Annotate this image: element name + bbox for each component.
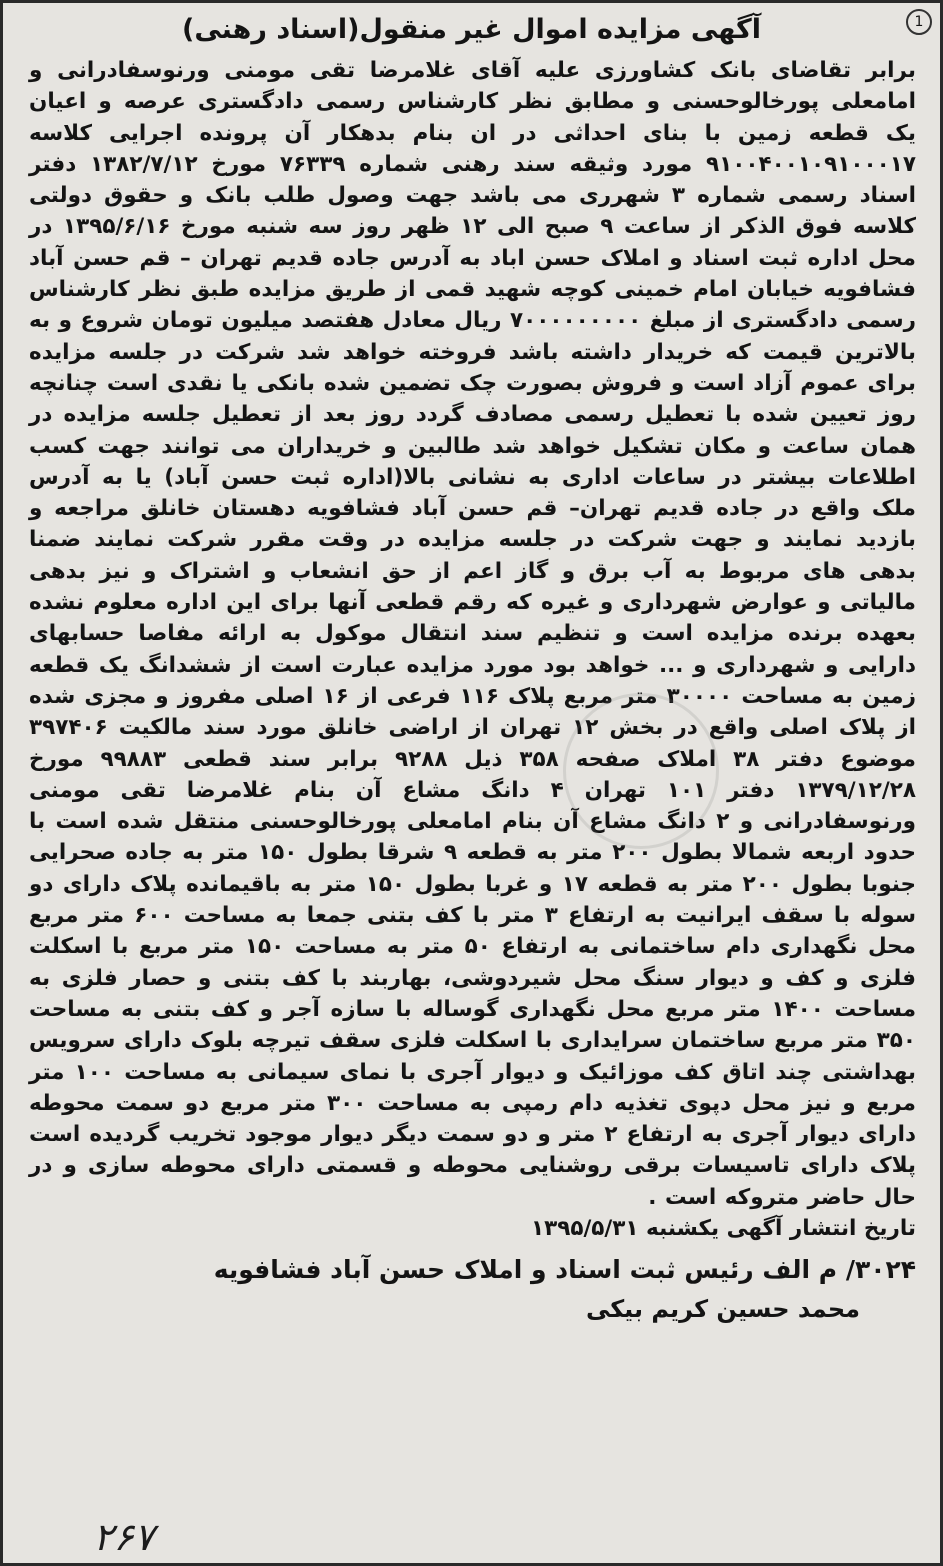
notice-body: برابر تقاضای بانک کشاورزی علیه آقای غلامرضا تقی مومنی ورنوسفادرانی و امامعلی پورخالوحسنی و مطابق نظر کارشناس رسمی دادگستری عرصه و اعیان یک قطعه زمین با بنای احداثی در ان بنام بدهکار آن پرونده اجرایی کلاسه ۹۱۰۰۴۰۰۱۰۹۱۰۰۰۱۷ مورد وثیقه سند رهنی شماره ۷۶۳۳۹ مورخ ۱۳۸۲/۷/۱۲ دفتر اسناد رسمی شماره ۳ شهرری می باشد جهت وصول طلب بانک و حقوق دولتی کلاسه فوق الذکر از ساعت ۹ صبح الی ۱۲ ظهر روز سه شنبه مورخ ۱۳۹۵/۶/۱۶ در محل اداره ثبت اسناد و املاک حسن اباد به آدرس جاده قدیم تهران – قم حسن آباد فشافویه خیابان امام خمینی کوچه شهید قمی از طریق مزایده طبق نظر کارشناس رسمی دادگستری از مبلغ ۷۰۰۰۰۰۰۰۰۰ ریال معادل هفتصد میلیون تومان شروع و به بالاترین قیمت که خریدار داشته باشد فروخته خواهد شد شرکت در جلسه مزایده برای عموم آزاد است و فروش بصورت چک تضمین شده بانکی یا نقدی است چنانچه روز تعیین شده با تعطیل رسمی مصادف گردد روز بعد از تعطیل جلسه مزایده در همان ساعت و مکان تشکیل خواهد شد طالبین و خریداران می توانند جهت کسب اطلاعات بیشتر در ساعات اداری به نشانی بالا(اداره ثبت حسن آباد) یا به آدرس ملک واقع در جاده قدیم تهران– قم حسن آباد فشافویه دهستان خانلق مراجعه و بازدید نمایند و جهت شرکت در جلسه مزایده در وقت مقرر شرکت نمایند ضمنا بدهی های مربوط به آب برق و گاز اعم از حق انشعاب و اشتراک و نیز بدهی مالیاتی و عوارض شهرداری و غیره که رقم قطعی آنها برای این اداره معلوم نشده بعهده برنده مزایده است و تنظیم سند انتقال موکول به ارائه مفاصا حسابهای دارایی و شهرداری و ... خواهد بود مورد مزایده عبارت است از ششدانگ یک قطعه زمین به مساحت ۳۰۰۰۰ متر مربع پلاک ۱۱۶ فرعی از ۱۶ اصلی مفروز و مجزی شده از پلاک اصلی واقع در بخش ۱۲ تهران از اراضی خانلق مورد سند مالکیت ۳۹۷۴۰۶ موضوع دفتر ۳۸ املاک صفحه ۳۵۸ ذیل ۹۲۸۸ برابر سند قطعی ۹۹۸۸۳ مورخ ۱۳۷۹/۱۲/۲۸ دفتر ۱۰۱ تهران ۴ دانگ مشاع آن بنام غلامرضا تقی مومنی ورنوسفادرانی و ۲ دانگ مشاع آن بنام امامعلی پورخالوحسنی منتقل شده است با حدود اربعه شمالا بطول ۲۰۰ متر به قطعه ۹ شرقا بطول ۱۵۰ متر به جاده صحرایی جنوبا بطول ۲۰۰ متر به قطعه ۱۷ و غربا بطول ۱۵۰ متر به باقیمانده پلاک دارای دو سوله با سقف ایرانیت به ارتفاع ۳ متر با کف بتنی جمعا به مساحت ۶۰۰ متر مربع محل نگهداری دام ساختمانی به ارتفاع ۵۰ متر به مساحت ۱۵۰ متر مربع با اسکلت فلزی و کف و دیوار سنگ محل شیردوشی، بهاربند با کف بتنی و حصار فلزی به مساحت ۱۴۰۰ متر مربع محل نگهداری گوساله با سازه آجر و کف بتنی به مساحت ۳۵۰ متر مربع ساختمان سرایداری با اسکلت فلزی سقف تیرچه بلوک دارای سرویس بهداشتی چند اتاق کف موزائیک و دیوار آجری با نمای سیمانی به مساحت ۱۰۰ متر مربع و نیز محل دپوی تغذیه دام رمپی به مساحت ۳۰۰ متر مربع دو سمت محوطه دارای دیوار آجری به ارتفاع ۲ متر و دو سمت دیگر دیوار موجود تخریب گردیده است پلاک دارای تاسیسات برقی روشنایی محوطه و قسمتی دارای محوطه سازی و در حال حاضر متروکه است . — [29, 58, 917, 1210]
stamp-watermark — [563, 693, 719, 849]
signature-line: ۳۰۲۴/ م الف رئیس ثبت اسناد و املاک حسن آباد فشافویه — [213, 1254, 916, 1284]
signature-name: محمد حسین کریم بیکی — [585, 1294, 860, 1323]
publish-date: تاریخ انتشار آگهی یکشنبه ۱۳۹۵/۵/۳۱ — [530, 1215, 916, 1241]
notice-title: آگهی مزایده اموال غیر منقول(اسناد رهنی) — [181, 14, 761, 45]
handwritten-mark: ۲۶۷ — [93, 1515, 155, 1559]
corner-mark: 1 — [906, 9, 932, 35]
